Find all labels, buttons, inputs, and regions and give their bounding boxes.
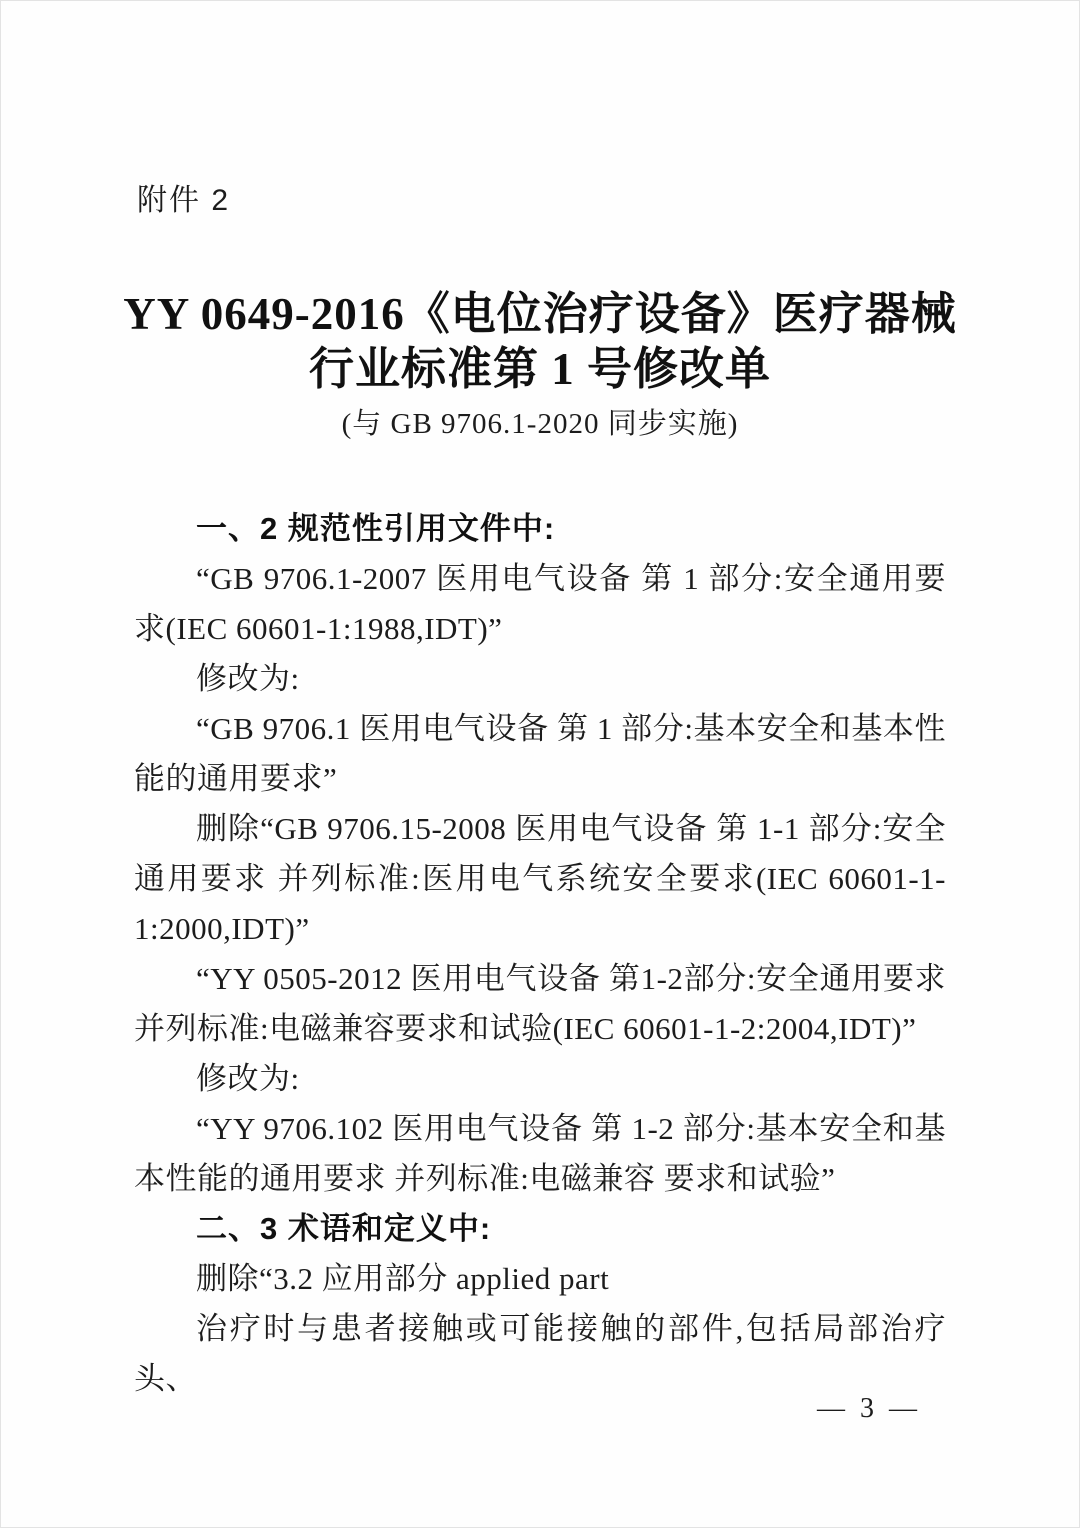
doc-title-line-2: 行业标准第 1 号修改单 — [308, 344, 771, 394]
page-number: — 3 — — [817, 1393, 921, 1424]
doc-subtitle: (与 GB 9706.1-2020 同步实施) — [341, 408, 739, 440]
paragraph: 修改为: — [196, 1061, 300, 1096]
paragraph: “GB 9706.1-2007 医用电气设备 第 1 部分:安全通用要求(IEC 60601-1:1988,IDT)” — [134, 561, 946, 646]
paragraph: “YY 9706.102 医用电气设备 第 1-2 部分:基本安全和基本性能的通用要求 并列标准:电磁兼容 要求和试验” — [134, 1111, 946, 1196]
section-heading: 二、3 术语和定义中: — [196, 1211, 492, 1246]
doc-body — [134, 504, 946, 1404]
paragraph: 删除“3.2 应用部分 applied part — [196, 1261, 610, 1296]
doc-title — [61, 287, 1019, 397]
section-heading: 一、2 规范性引用文件中: — [196, 511, 556, 546]
paragraph: 治疗时与患者接触或可能接触的部件,包括局部治疗头、 — [134, 1311, 946, 1396]
paragraph: “YY 0505-2012 医用电气设备 第1-2部分:安全通用要求 并列标准:电磁兼容要求和试验(IEC 60601-1-2:2004,IDT)” — [134, 961, 946, 1046]
doc-title-line-1: YY 0649-2016《电位治疗设备》医疗器械 — [123, 289, 957, 339]
paragraph: 删除“GB 9706.15-2008 医用电气设备 第 1-1 部分:安全通用要求 并列标准:医用电气系统安全要求(IEC 60601-1-1:2000,IDT)” — [134, 811, 946, 946]
attachment-label: 附件 2 — [137, 184, 231, 217]
paragraph: 修改为: — [196, 661, 300, 696]
paragraph: “GB 9706.1 医用电气设备 第 1 部分:基本安全和基本性能的通用要求” — [134, 711, 946, 796]
